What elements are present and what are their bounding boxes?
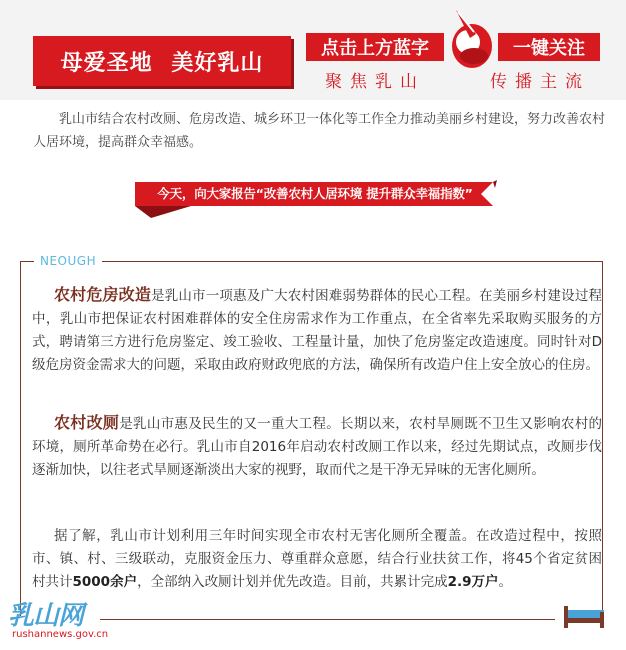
text-housing: 是乳山市一项惠及广大农村困难弱势群体的民心工程。在美丽乡村建设过程中，乳山市把保证农村困难群体的安全住房需求作为工作重点，在全省率先采取购买服务的方式，聘请第三方进行危房鉴定、竣工验收、工程量计量，加快了危房鉴定改造速度。同时针对D级危房资金需求大的问题，采取由政府财政兜底的方法，确保所有改造户住上安全放心的住房。 [32,288,602,373]
pointing-hand-icon [446,6,496,72]
lead-toilet: 农村改厕 [54,413,120,432]
count-households: 5000余户 [72,574,138,590]
lead-housing: 农村危房改造 [54,285,152,304]
footer-divider [100,619,555,620]
paragraph-toilet [32,411,602,482]
text-plan-a: 据了解，乳山市计划利用三年时间实现全市农村无害化厕所全覆盖。在改造过程中，按照市、镇、村、三级联动，克服资金压力、尊重群众意愿，结合行业扶贫工作，将45个省定贫困村共计 [32,528,602,590]
text-toilet: 是乳山市惠及民生的又一重大工程。长期以来，农村旱厕既不卫生又影响农村的环境，厕所革命势在必行。乳山市自2016年启动农村改厕工作以来，经过先期试点，改厕步伐逐渐加快，以往老式旱厕逐渐淡出大家的视野，取而代之是干净无异味的无害化厕所。 [32,416,602,478]
header-cta[interactable]: 点击上方蓝字 [306,33,444,61]
header-slogan: 母爱圣地 美好乳山 [33,36,291,86]
bed-icon [562,604,606,628]
text-plan-e: 。 [498,574,512,590]
paragraph-plan [32,525,602,594]
paragraph-housing [32,283,602,377]
site-url: rushannews.gov.cn [12,629,109,640]
count-completed: 2.9万户 [447,574,499,590]
header-sub-spread: 传播主流 [490,72,590,92]
header-banner [0,0,626,100]
text-plan-c: ，全部纳入改厕计划并优先改造。目前，共累计完成 [137,574,448,590]
site-logo: 乳山网 [8,601,84,631]
header-sub-focus: 聚焦乳山 [325,72,425,92]
frame-tag: NEOUGH [34,253,102,269]
ribbon-title: 今天，向大家报告“改善农村人居环境 提升群众幸福指数” [157,186,473,201]
intro-paragraph: 乳山市结合农村改厕、危房改造、城乡环卫一体化等工作全力推动美丽乡村建设，努力改善农村人居环境，提高群众幸福感。 [33,112,606,150]
header-follow[interactable]: 一键关注 [498,33,600,61]
